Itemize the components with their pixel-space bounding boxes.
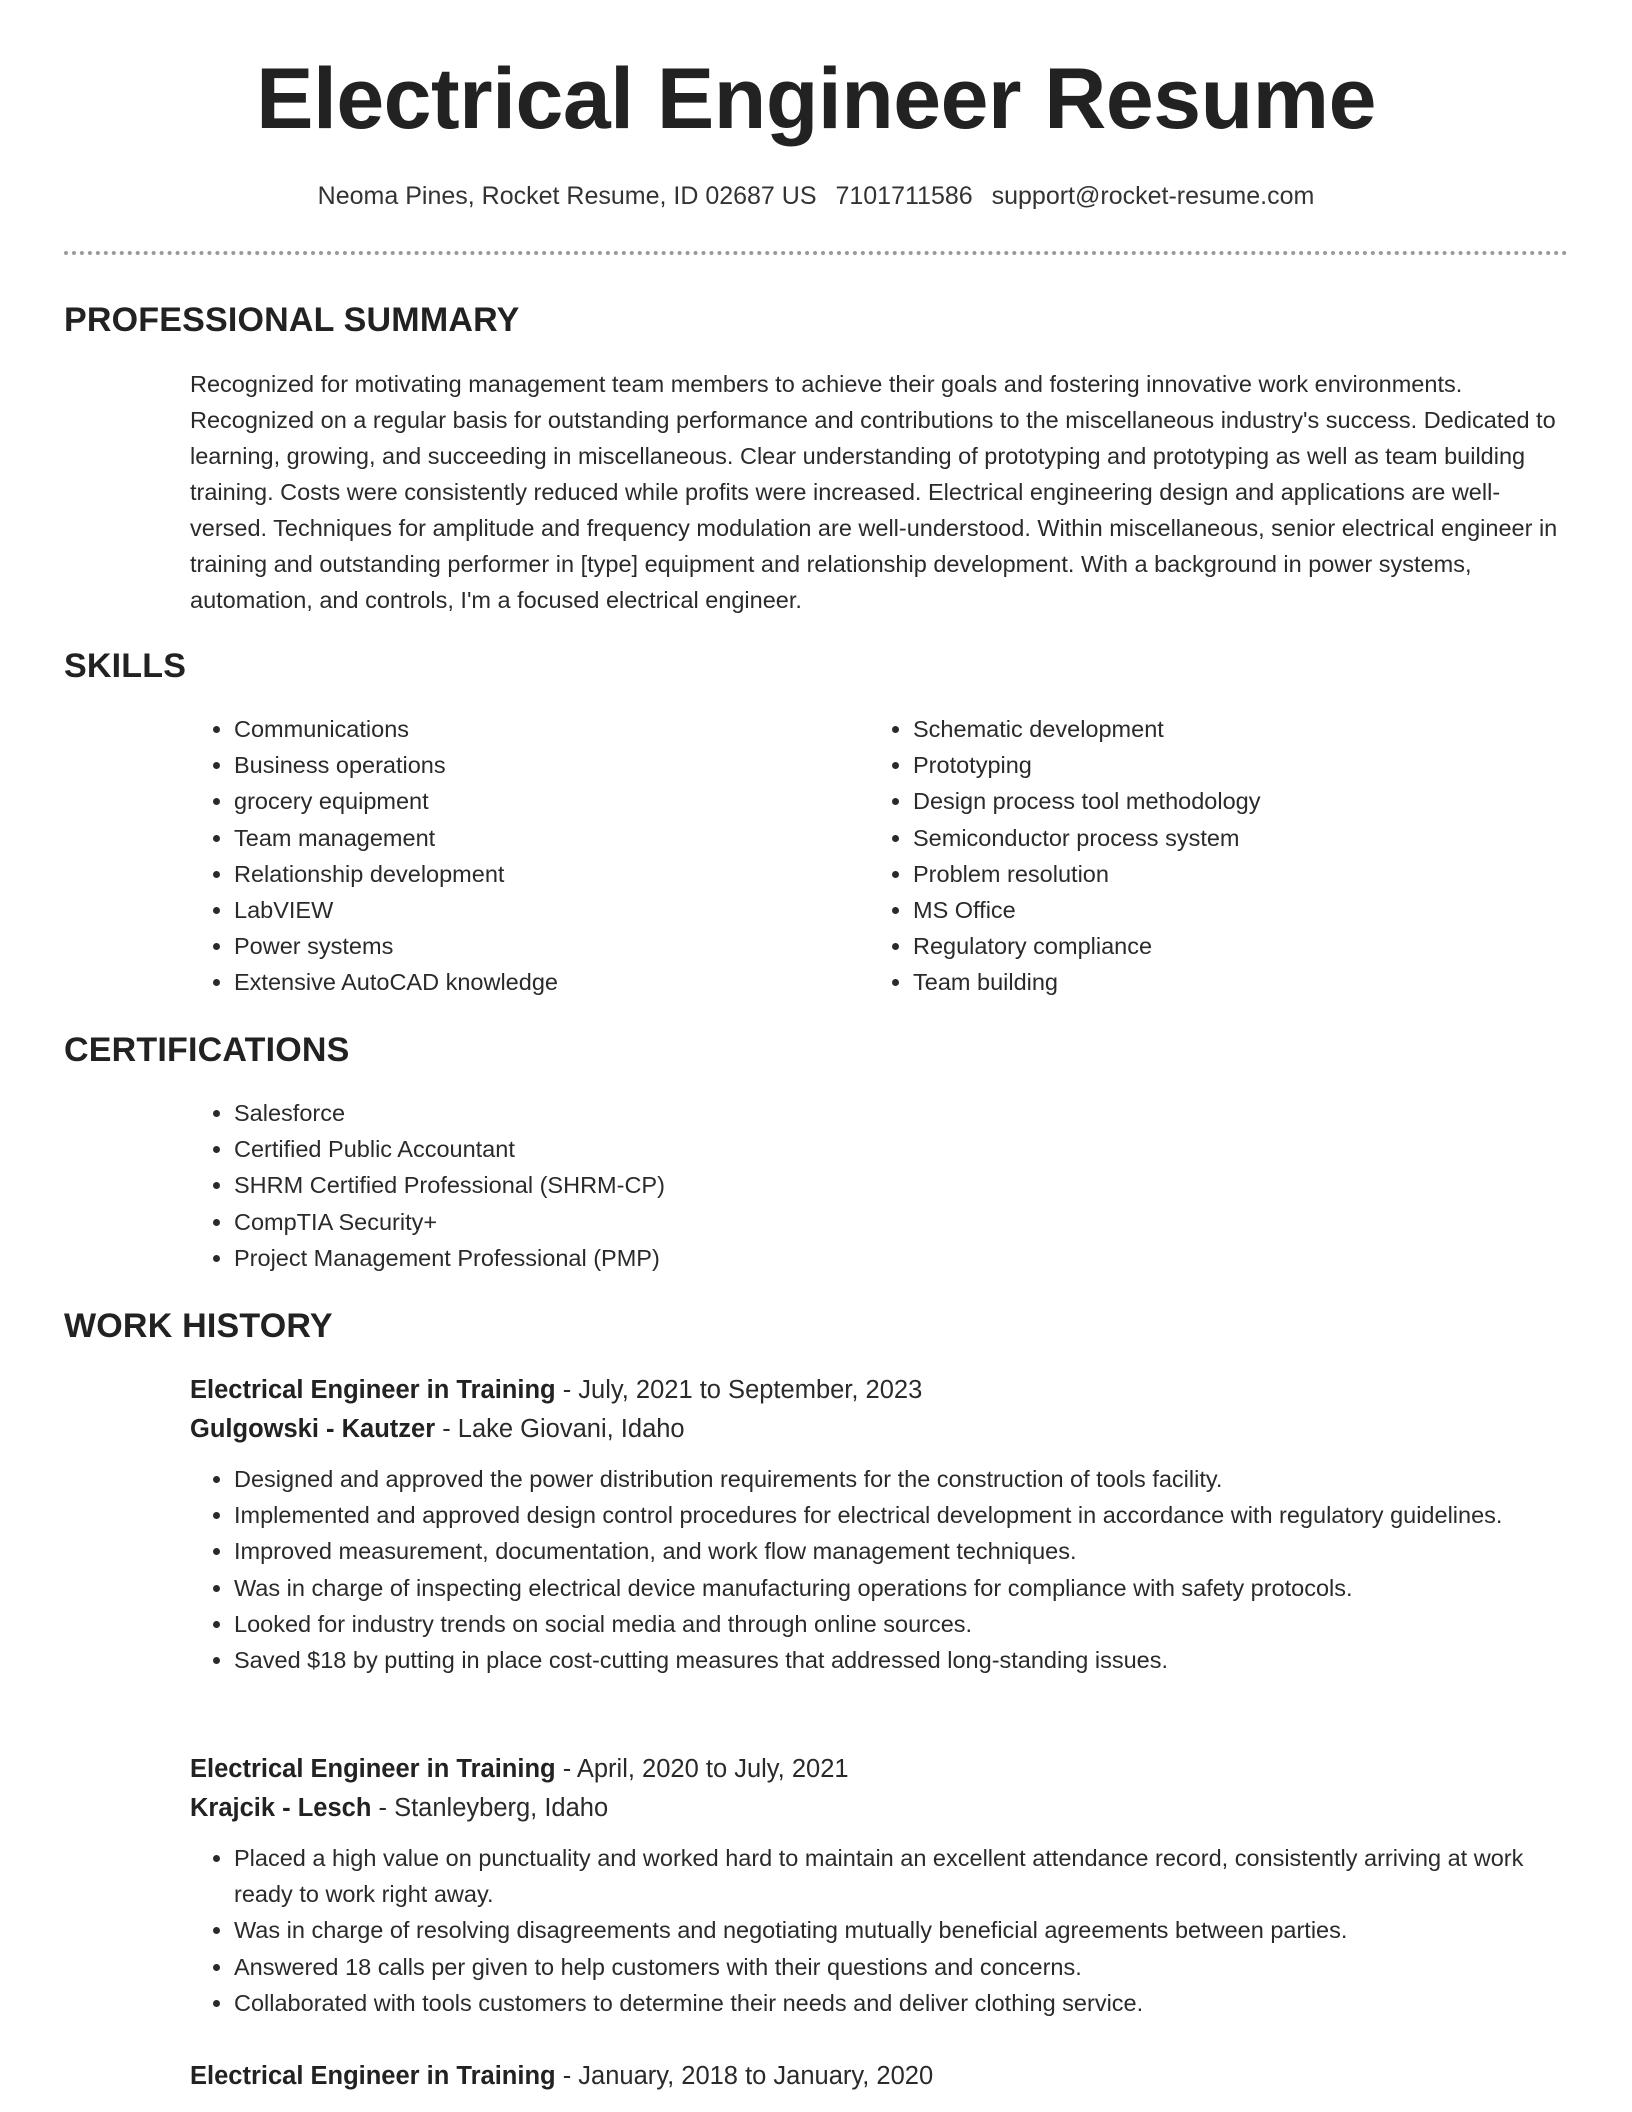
job-entry-3: [190, 2057, 1570, 2096]
job-bullets: [190, 1461, 1570, 1678]
job-title: Electrical Engineer in Training: [190, 1376, 556, 1404]
job-dates: - January, 2018 to January, 2020: [555, 2062, 934, 2090]
summary-text: Recognized for motivating management team members to achieve their goals and fostering innovative work environments. Recognized on a regular basis for outstanding performance and contributions to the miscellaneous industry's success. Dedicated to learning, growing, and succeeding in miscellaneous. Clear understanding of prototyping and prototyping as well as team building training. Costs were consistently reduced while profits were increased. Electrical engineering design and applications are well-versed. Techniques for amplitude and frequency modulation are well-understood. Within miscellaneous, senior electrical engineer in training and outstanding performer in [type] equipment and relationship development. With a background in power systems, automation, and controls, I'm a focused electrical engineer.: [190, 371, 1558, 613]
certification-item: • SHRM Certified Professional (SHRM-CP): [234, 1167, 1090, 1203]
header-divider: [64, 251, 1568, 255]
skills-column-2: [869, 711, 1489, 1001]
job-entry-2: [190, 1750, 1570, 2021]
certification-item: • Project Management Professional (PMP): [234, 1240, 1090, 1276]
skill-item: • grocery equipment: [234, 783, 810, 819]
skill-item: • LabVIEW: [234, 892, 810, 928]
job-dates: - April, 2020 to July, 2021: [555, 1755, 849, 1783]
skill-item: • Design process tool methodology: [913, 783, 1489, 819]
certification-item: • Certified Public Accountant: [234, 1131, 1090, 1167]
job-company-line: [190, 1410, 1570, 1449]
job-title-line: [190, 1371, 1570, 1410]
skill-item: • Team building: [913, 964, 1489, 1000]
skill-item: • Prototyping: [913, 747, 1489, 783]
job-title-line: [190, 2057, 1570, 2096]
section-heading-summary: PROFESSIONAL SUMMARY: [64, 301, 520, 339]
job-title-line: [190, 1750, 1570, 1789]
job-company: Krajcik - Lesch: [190, 1794, 372, 1822]
job-location: - Lake Giovani, Idaho: [435, 1415, 685, 1443]
skill-item: • Business operations: [234, 747, 810, 783]
job-bullet: • Answered 18 calls per given to help customers with their questions and concerns.: [234, 1949, 1570, 1985]
page-title: Electrical Engineer Resume: [256, 51, 1376, 147]
section-heading-work-history: WORK HISTORY: [64, 1307, 333, 1345]
job-bullet: • Collaborated with tools customers to determine their needs and deliver clothing service.: [234, 1985, 1570, 2021]
certifications-list: [190, 1095, 1090, 1276]
contact-address: Neoma Pines, Rocket Resume, ID 02687 US: [317, 182, 817, 210]
skill-item: • Schematic development: [913, 711, 1489, 747]
skill-item: • MS Office: [913, 892, 1489, 928]
skill-item: • Communications: [234, 711, 810, 747]
certification-item: • Salesforce: [234, 1095, 1090, 1131]
job-bullet: • Looked for industry trends on social media and through online sources.: [234, 1606, 1570, 1642]
job-location: - Stanleyberg, Idaho: [371, 1794, 609, 1822]
contact-email[interactable]: support@rocket-resume.com: [991, 182, 1315, 210]
skill-item: • Team management: [234, 820, 810, 856]
section-heading-skills: SKILLS: [64, 647, 187, 685]
job-dates: - July, 2021 to September, 2023: [555, 1376, 923, 1404]
job-title: Electrical Engineer in Training: [190, 1755, 556, 1783]
job-company-line: [190, 1789, 1570, 1828]
job-bullet: • Was in charge of resolving disagreements and negotiating mutually beneficial agreements between parties.: [234, 1912, 1570, 1948]
skill-item: • Semiconductor process system: [913, 820, 1489, 856]
job-bullet: • Was in charge of inspecting electrical device manufacturing operations for compliance with safety protocols.: [234, 1570, 1570, 1606]
skill-item: • Power systems: [234, 928, 810, 964]
job-bullets: [190, 1840, 1570, 2021]
skill-item: • Relationship development: [234, 856, 810, 892]
job-bullet: • Designed and approved the power distribution requirements for the construction of tools facility.: [234, 1461, 1570, 1497]
job-entry-1: [190, 1371, 1570, 1678]
job-bullet: • Improved measurement, documentation, and work flow management techniques.: [234, 1533, 1570, 1569]
skill-item: • Problem resolution: [913, 856, 1489, 892]
skill-item: • Extensive AutoCAD knowledge: [234, 964, 810, 1000]
job-bullet: • Saved $18 by putting in place cost-cutting measures that addressed long-standing issues.: [234, 1642, 1570, 1678]
contact-info: [0, 182, 1632, 211]
job-bullet: • Implemented and approved design control procedures for electrical development in accordance with regulatory guidelines.: [234, 1497, 1570, 1533]
certification-item: • CompTIA Security+: [234, 1204, 1090, 1240]
section-heading-certifications: CERTIFICATIONS: [64, 1031, 350, 1069]
job-bullet: • Placed a high value on punctuality and worked hard to maintain an excellent attendance record, consistently arriving at work ready to work right away.: [234, 1840, 1570, 1912]
contact-phone[interactable]: 7101711586: [835, 182, 973, 210]
skills-column-1: [190, 711, 810, 1001]
skill-item: • Regulatory compliance: [913, 928, 1489, 964]
job-company: Gulgowski - Kautzer: [190, 1415, 436, 1443]
job-title: Electrical Engineer in Training: [190, 2062, 556, 2090]
